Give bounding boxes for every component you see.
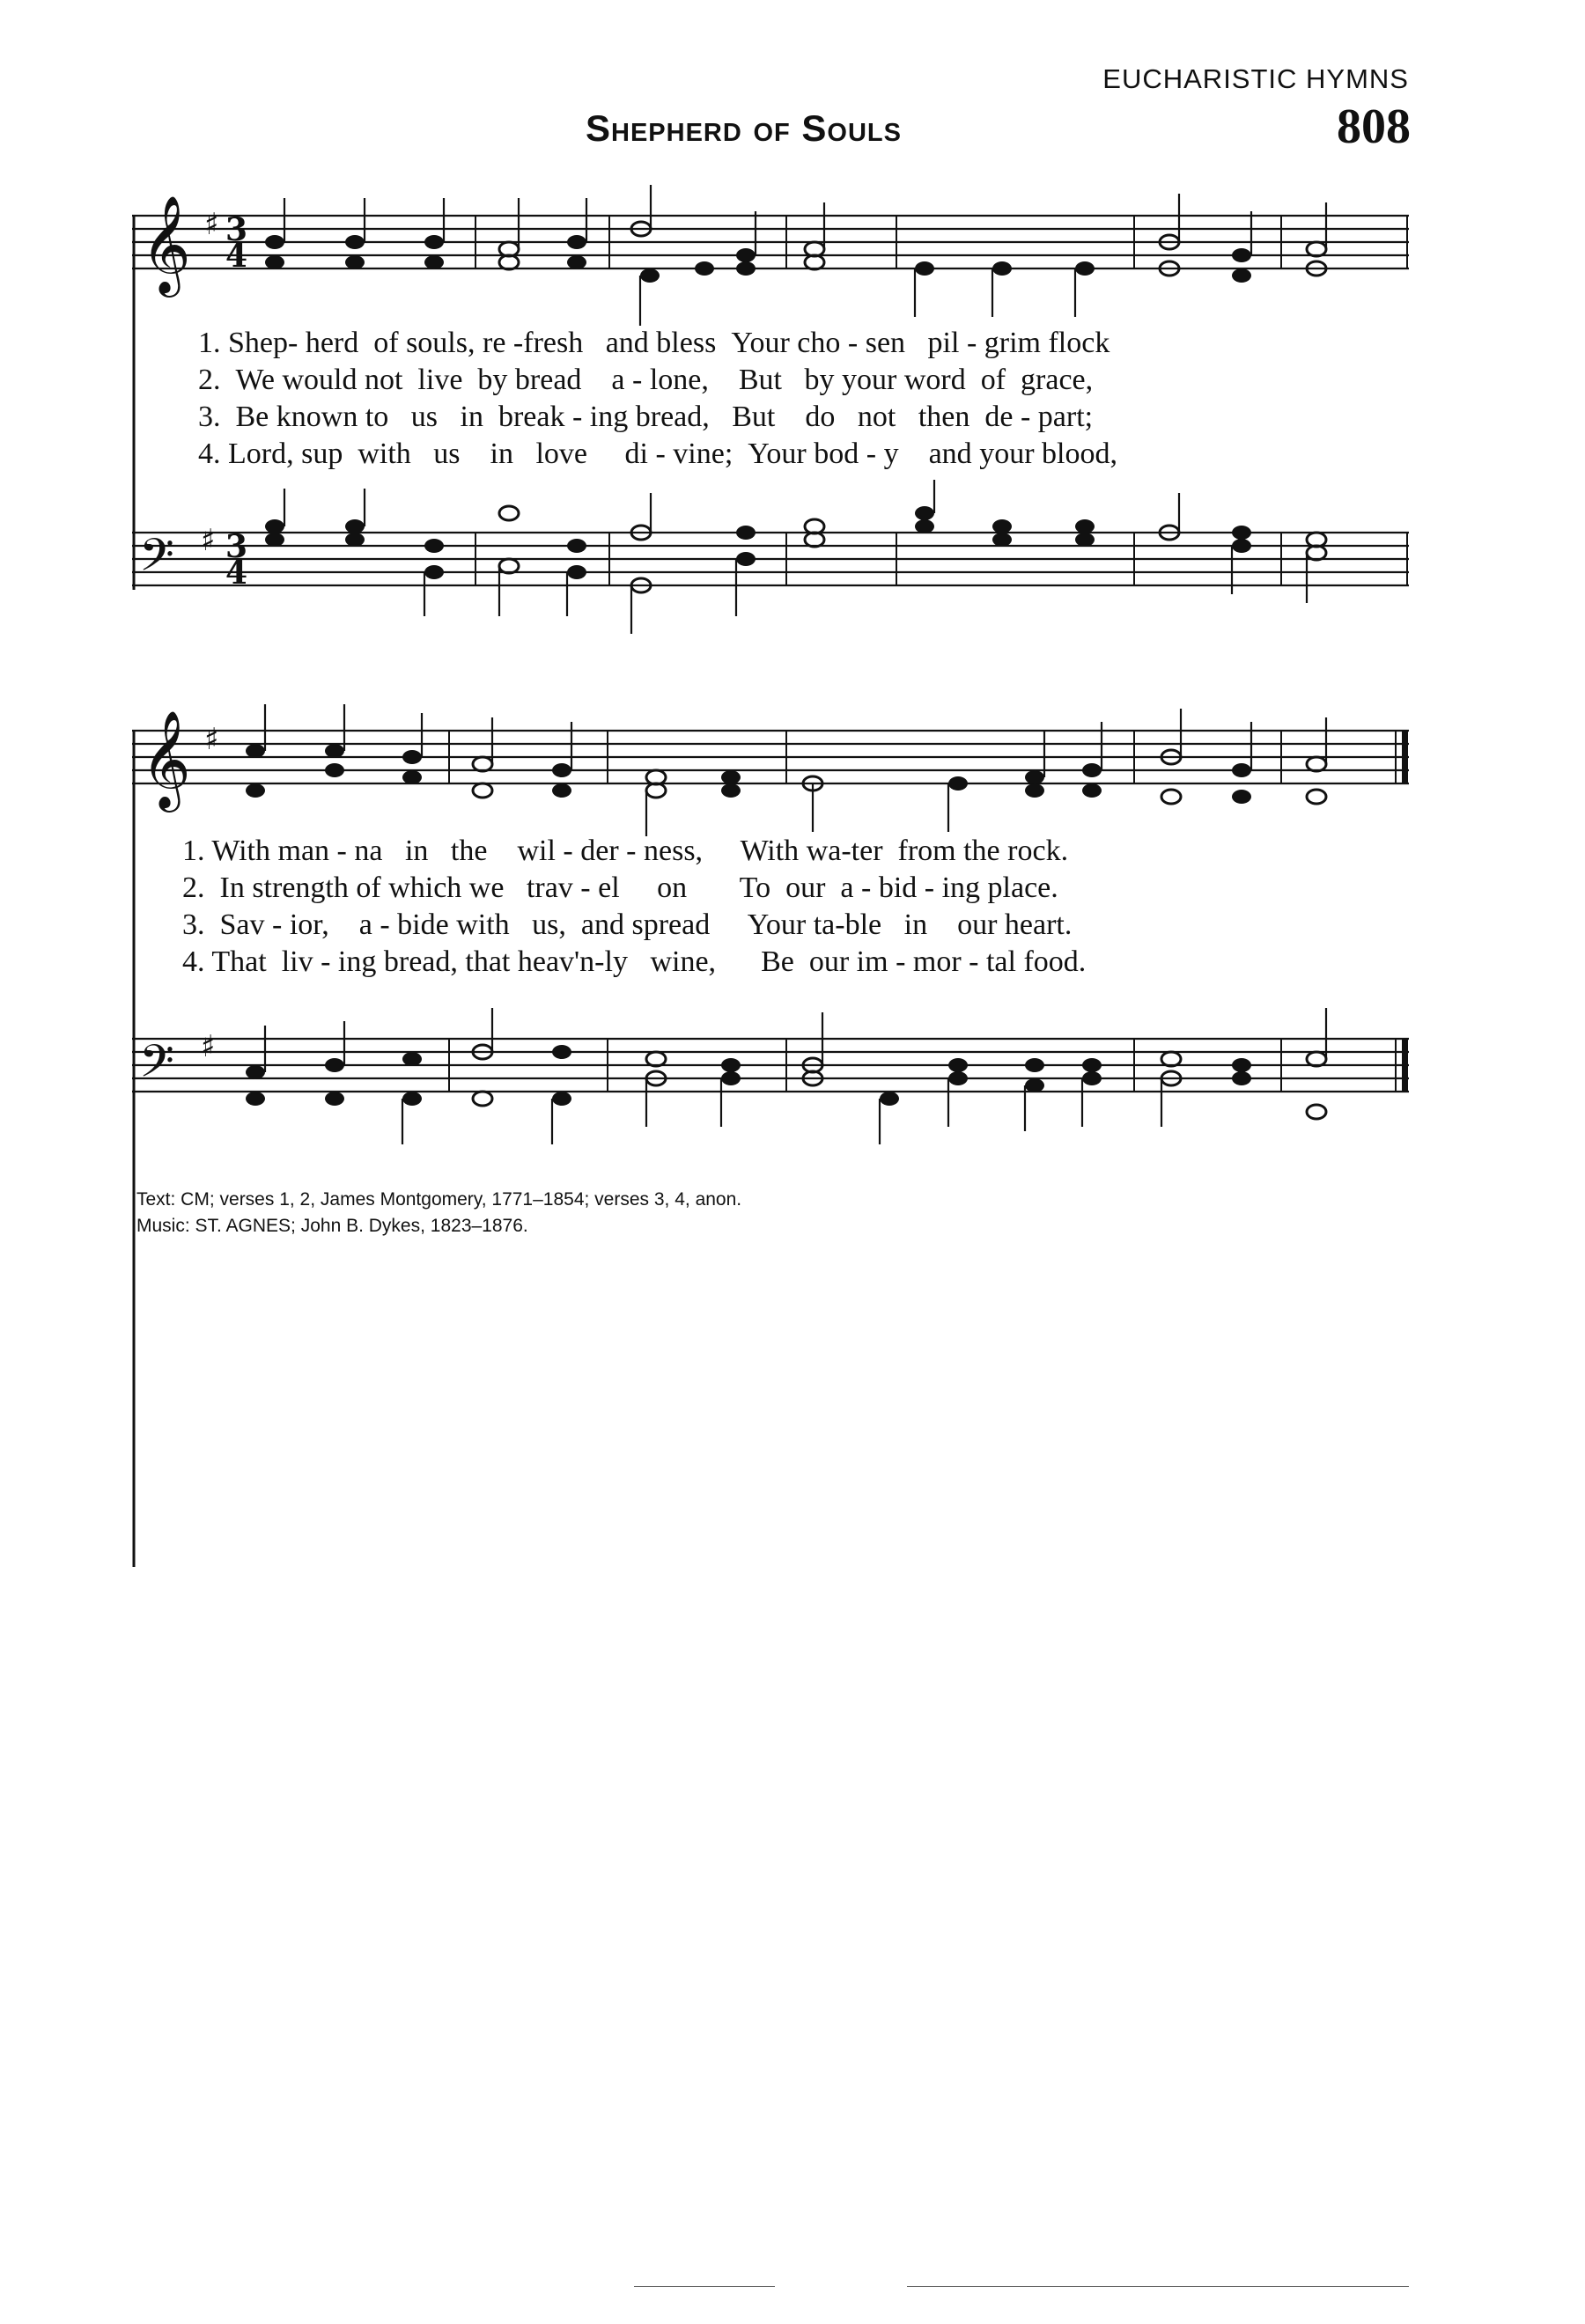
text-credit: Text: CM; verses 1, 2, James Montgomery, 1771–1854; verses 3, 4, anon. bbox=[136, 1189, 742, 1210]
treble-clef-icon: 𝄞 bbox=[141, 195, 191, 293]
lyric-line: 3. Sav - ior, a - bide with us, and spread Your ta-ble in our heart. bbox=[182, 908, 1073, 941]
hymn-number: 808 bbox=[1337, 99, 1411, 154]
hymn-title: Shepherd of Souls bbox=[586, 107, 902, 149]
credits bbox=[136, 1187, 741, 1239]
note-heads bbox=[265, 222, 1326, 283]
bass-staff-system-2 bbox=[0, 986, 1585, 1162]
staff-lines bbox=[132, 731, 1409, 783]
lyric-line: 3. Be known to us in break - ing bread, But do not then de - part; bbox=[198, 401, 1094, 433]
svg-text:4: 4 bbox=[225, 555, 248, 592]
staff-lines bbox=[132, 1039, 1409, 1092]
footer-rule bbox=[634, 2286, 775, 2287]
footer-rule bbox=[907, 2286, 1409, 2287]
lyric-line: 1. With man - na in the wil - der - ness, With wa-ter from the rock. bbox=[182, 835, 1069, 867]
lyric-line: 4. Lord, sup with us in love di - vine; Your bod - y and your blood, bbox=[198, 438, 1117, 470]
bass-clef-icon: 𝄢 bbox=[139, 528, 174, 592]
time-signature: 3 bbox=[225, 528, 248, 565]
lyric-line: 1. Shep- herd of souls, re -fresh and bless Your cho - sen pil - grim flock bbox=[198, 327, 1110, 359]
lyric-line: 2. We would not live by bread a - lone, But by your word of grace, bbox=[198, 364, 1094, 396]
section-heading: EUCHARISTIC HYMNS bbox=[1102, 63, 1409, 94]
note-stems bbox=[265, 1008, 1326, 1144]
key-signature-sharp-icon: ♯ bbox=[201, 523, 216, 558]
final-barline bbox=[1402, 731, 1408, 783]
key-signature-sharp-icon: ♯ bbox=[201, 1029, 216, 1064]
treble-staff-system-2 bbox=[0, 665, 1585, 841]
time-signature: 3 bbox=[225, 211, 248, 248]
music-credit: Music: ST. AGNES; John B. Dykes, 1823–1876. bbox=[136, 1216, 528, 1236]
lyric-line: 4. That liv - ing bread, that heav'n-ly wine, Be our im - mor - tal food. bbox=[182, 945, 1087, 978]
note-stems bbox=[284, 480, 1307, 634]
staff-lines bbox=[132, 533, 1409, 585]
svg-text:4: 4 bbox=[225, 238, 248, 275]
final-barline bbox=[1402, 1039, 1408, 1092]
lyric-line: 2. In strength of which we trav - el on To our a - bid - ing place. bbox=[182, 872, 1058, 904]
treble-staff-system-1 bbox=[0, 150, 1585, 326]
treble-clef-icon: 𝄞 bbox=[141, 710, 191, 808]
bass-staff-system-1 bbox=[0, 480, 1585, 656]
key-signature-sharp-icon: ♯ bbox=[204, 207, 219, 242]
staff-lines bbox=[132, 216, 1409, 268]
key-signature-sharp-icon: ♯ bbox=[204, 722, 219, 757]
bass-clef-icon: 𝄢 bbox=[139, 1034, 174, 1099]
